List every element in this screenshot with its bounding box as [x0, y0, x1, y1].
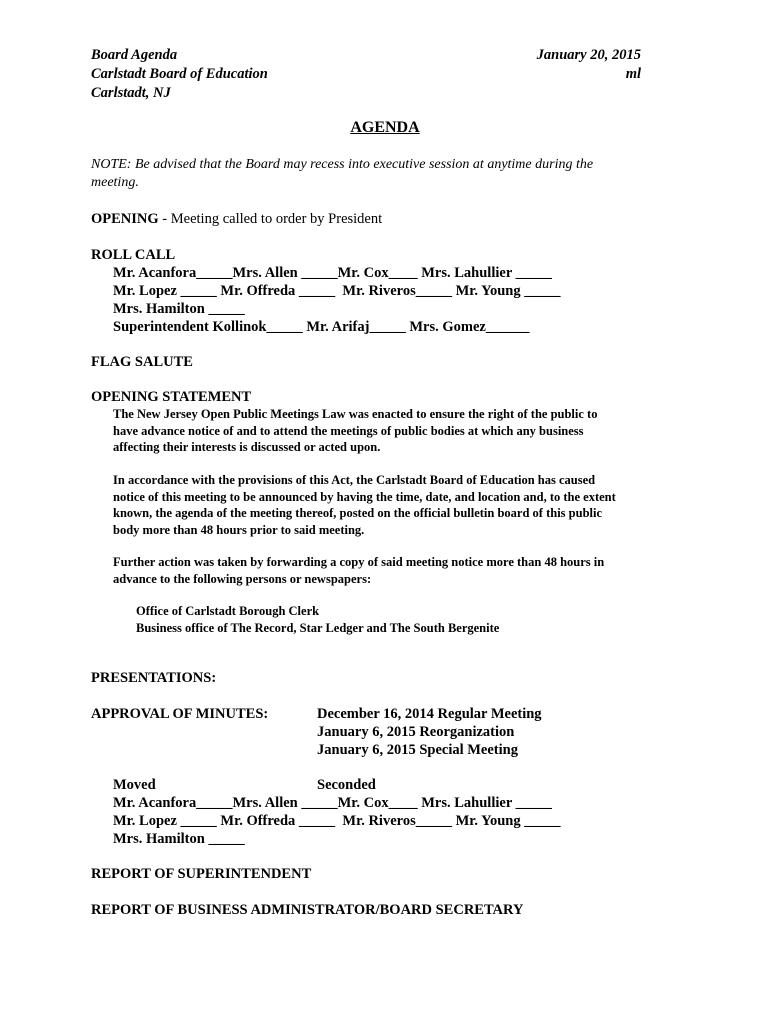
paragraph-line: have advance notice of and to attend the meetings of public bodies at which any business — [113, 423, 584, 438]
statement-paragraph-1 — [113, 406, 678, 456]
report-superintendent-heading: REPORT OF SUPERINTENDENT — [91, 866, 312, 882]
paragraph-line: The New Jersey Open Public Meetings Law was enacted to ensure the right of the public to — [113, 407, 598, 421]
page-title: AGENDA — [350, 119, 420, 136]
moved-label: Moved — [113, 777, 156, 793]
opening-label: OPENING — [91, 211, 159, 227]
minutes-item: January 6, 2015 Special Meeting — [317, 742, 518, 758]
minutes-item: December 16, 2014 Regular Meeting — [317, 706, 542, 722]
report-business-administrator-heading: REPORT OF BUSINESS ADMINISTRATOR/BOARD SECRETARY — [91, 902, 524, 918]
paragraph-line: known, the agenda of the meeting thereof, posted on the official bulletin board of this public — [113, 506, 603, 520]
paragraph-line: Further action was taken by forwarding a copy of said meeting notice more than 48 hours in — [113, 555, 605, 569]
header-left — [91, 46, 268, 103]
presentations-heading: PRESENTATIONS: — [91, 670, 217, 686]
opening-statement-heading: OPENING STATEMENT — [91, 389, 252, 405]
recipient-item: Business office of The Record, Star Ledger and The South Bergenite — [136, 620, 500, 635]
header-date: January 20, 2015 — [536, 47, 641, 63]
paragraph-line: notice of this meeting to be announced by having the time, date, and location and, to the extent — [113, 489, 616, 504]
roll-call-line: Mr. Acanfora_____Mrs. Allen _____Mr. Cox____ Mrs. Lahullier _____ — [113, 265, 552, 281]
recipient-item: Office of Carlstadt Borough Clerk — [136, 604, 320, 618]
approval-of-minutes-label: APPROVAL OF MINUTES: — [91, 706, 269, 722]
vote-line: Mr. Lopez _____ Mr. Offreda _____ Mr. Riveros_____ Mr. Young _____ — [113, 813, 561, 829]
header-initials: ml — [625, 66, 641, 82]
paragraph-line: advance to the following persons or newspapers: — [113, 571, 372, 586]
paragraph-line: In accordance with the provisions of this Act, the Carlstadt Board of Education has caused — [113, 473, 596, 487]
note-line: meeting. — [91, 175, 139, 190]
roll-call-heading: ROLL CALL — [91, 247, 176, 263]
vote-line: Mrs. Hamilton _____ — [113, 831, 245, 847]
header-board-agenda: Board Agenda — [91, 47, 178, 63]
header-location: Carlstadt, NJ — [91, 85, 171, 101]
header-right — [537, 46, 641, 84]
roll-call-line: Superintendent Kollinok_____ Mr. Arifaj_____ Mrs. Gomez______ — [113, 319, 530, 335]
minutes-item: January 6, 2015 Reorganization — [317, 724, 515, 740]
roll-call-line: Mr. Lopez _____ Mr. Offreda _____ Mr. Riveros_____ Mr. Young _____ — [113, 283, 561, 299]
seconded-label: Seconded — [317, 777, 376, 793]
minutes-list — [317, 705, 542, 759]
opening-line — [91, 210, 382, 228]
statement-paragraph-2 — [113, 472, 678, 538]
header-board-name: Carlstadt Board of Education — [91, 66, 268, 82]
recipients-list — [136, 603, 701, 636]
roll-call-line: Mrs. Hamilton _____ — [113, 301, 245, 317]
paragraph-line: affecting their interests is discussed or acted upon. — [113, 440, 381, 454]
statement-paragraph-3 — [113, 554, 678, 587]
paragraph-line: body more than 48 hours prior to said meeting. — [113, 522, 365, 537]
note — [91, 156, 651, 192]
vote-line: Mr. Acanfora_____Mrs. Allen _____Mr. Cox____ Mrs. Lahullier _____ — [113, 795, 552, 811]
note-line: NOTE: Be advised that the Board may recess into executive session at anytime during the — [91, 157, 594, 172]
opening-text: - Meeting called to order by President — [158, 211, 383, 227]
flag-salute-heading: FLAG SALUTE — [91, 354, 193, 370]
